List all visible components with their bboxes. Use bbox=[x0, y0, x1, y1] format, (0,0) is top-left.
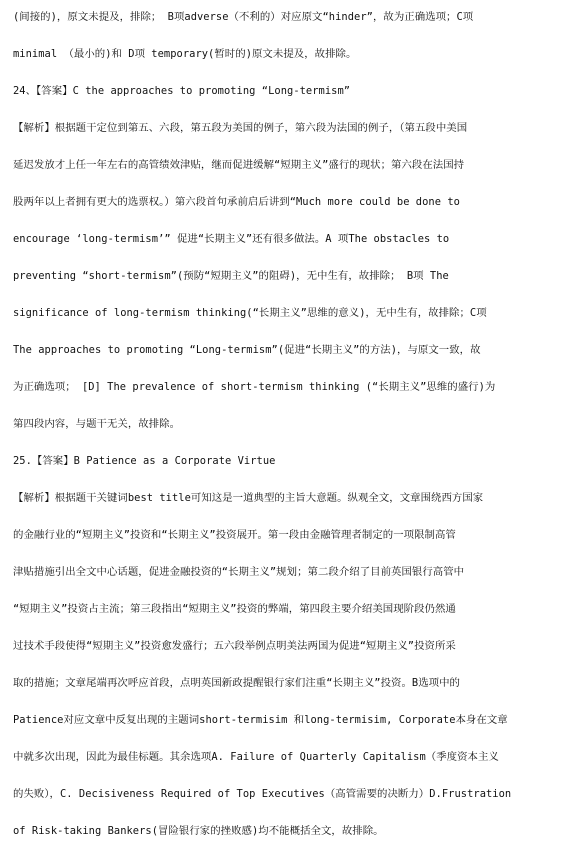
text-line: preventing “short-termism”(预防“短期主义”的阻碍)，无中生有，故排除； B项 The bbox=[13, 270, 449, 282]
text-line: 取的措施；文章尾端再次呼应首段，点明英国新政提醒银行家们注重“长期主义”投资。B选项中的 bbox=[13, 677, 460, 689]
text-line: 第四段内容，与题干无关，故排除。 bbox=[13, 418, 181, 430]
text-line: significance of long-termism thinking(“长期主义”思维的意义)，无中生有，故排除；C项 bbox=[13, 307, 487, 319]
text-line: 【解析】根据题干关键词best title可知这是一道典型的主旨大意题。纵观全文，文章围绕西方国家 bbox=[13, 492, 484, 504]
text-line: 延迟发放才上任一年左右的高管绩效津贴，继而促进缓解“短期主义”盛行的现状；第六段在法国持 bbox=[13, 159, 465, 171]
text-line: Patience对应文章中反复出现的主题词short-termisim 和long-termisim, Corporate本身在文章 bbox=[13, 714, 508, 726]
text-line: 中就多次出现，因此为最佳标题。其余选项A. Failure of Quarterly Capitalism（季度资本主义 bbox=[13, 751, 499, 763]
text-line: of Risk-taking Bankers(冒险银行家的挫败感)均不能概括全文，故排除。 bbox=[13, 825, 384, 837]
text-line: 的金融行业的“短期主义”投资和“长期主义”投资展开。第一段由金融管理者制定的一项限制高管 bbox=[13, 529, 456, 541]
text-line: minimal （最小的)和 D项 temporary(暂时的)原文未提及，故排除。 bbox=[13, 48, 357, 60]
text-line: 【解析】根据题干定位到第五、六段，第五段为美国的例子，第六段为法国的例子，（第五段中美国 bbox=[13, 122, 468, 134]
text-line: “短期主义”投资占主流；第三段指出“短期主义”投资的弊端，第四段主要介绍美国现阶段仍然通 bbox=[13, 603, 456, 615]
text-line: 过技术手段使得“短期主义”投资愈发盛行；五六段举例点明美法两国为促进“短期主义”投资所采 bbox=[13, 640, 456, 652]
text-line: 的失败），C. Decisiveness Required of Top Executives（高管需要的决断力）D.Frustration bbox=[13, 788, 512, 800]
text-line: 津贴措施引出全文中心话题，促进金融投资的“长期主义”规划；第二段介绍了目前英国银行高管中 bbox=[13, 566, 465, 578]
text-line: (间接的)，原文未提及，排除； B项adverse（不利的）对应原文“hinder”，故为正确选项；C项 bbox=[13, 11, 474, 23]
answer-25-heading: 25.【答案】B Patience as a Corporate Virtue bbox=[13, 455, 276, 467]
answer-24-heading: 24、【答案】C the approaches to promoting “Long-termism” bbox=[13, 85, 351, 97]
text-line: encourage ‘long-termism’” 促进“长期主义”还有很多做法。A 项The obstacles to bbox=[13, 233, 450, 245]
text-line: 股两年以上者拥有更大的选票权。）第六段首句承前启后讲到“Much more could be done to bbox=[13, 196, 460, 208]
text-line: 为正确选项； [D] The prevalence of short-termism thinking (“长期主义”思维的盛行)为 bbox=[13, 381, 496, 393]
text-line: The approaches to promoting “Long-termism”(促进“长期主义”的方法)，与原文一致，故 bbox=[13, 344, 481, 356]
